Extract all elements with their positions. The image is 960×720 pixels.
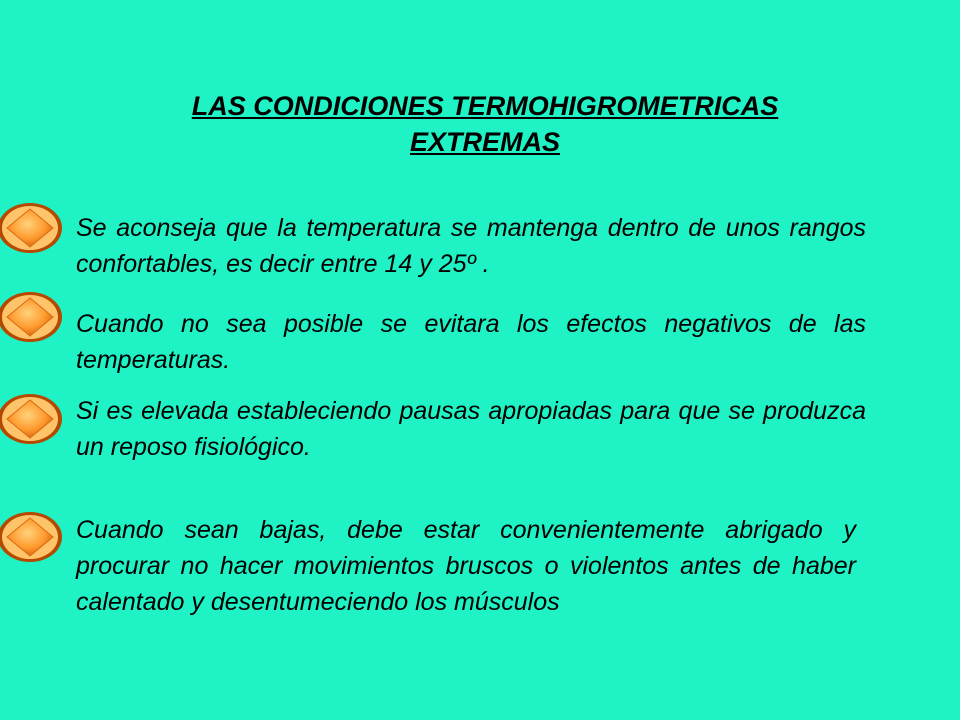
bullet-text-3: Si es elevada estableciendo pausas apropiadas para que se produzca un reposo fisiológico. — [76, 397, 866, 461]
title-line-1: LAS CONDICIONES TERMOHIGROMETRICAS — [191, 91, 779, 121]
bullet-text-4: Cuando sean bajas, debe estar convenientemente abrigado y procurar no hacer movimientos bruscos o violentos antes de haber calentado y desentumeciendo los músculos — [76, 516, 856, 616]
orange-diamond-bullet-icon — [0, 510, 64, 564]
orange-diamond-bullet-icon — [0, 201, 64, 255]
orange-diamond-bullet-icon — [0, 392, 64, 446]
slide-title — [120, 88, 850, 160]
bullet-text-1: Se aconseja que la temperatura se mantenga dentro de unos rangos confortables, es decir entre 14 y 25º . — [76, 214, 866, 278]
title-line-2: EXTREMAS — [409, 127, 561, 157]
bullet-text-2: Cuando no sea posible se evitara los efectos negativos de las temperaturas. — [76, 310, 866, 374]
orange-diamond-bullet-icon — [0, 290, 64, 344]
